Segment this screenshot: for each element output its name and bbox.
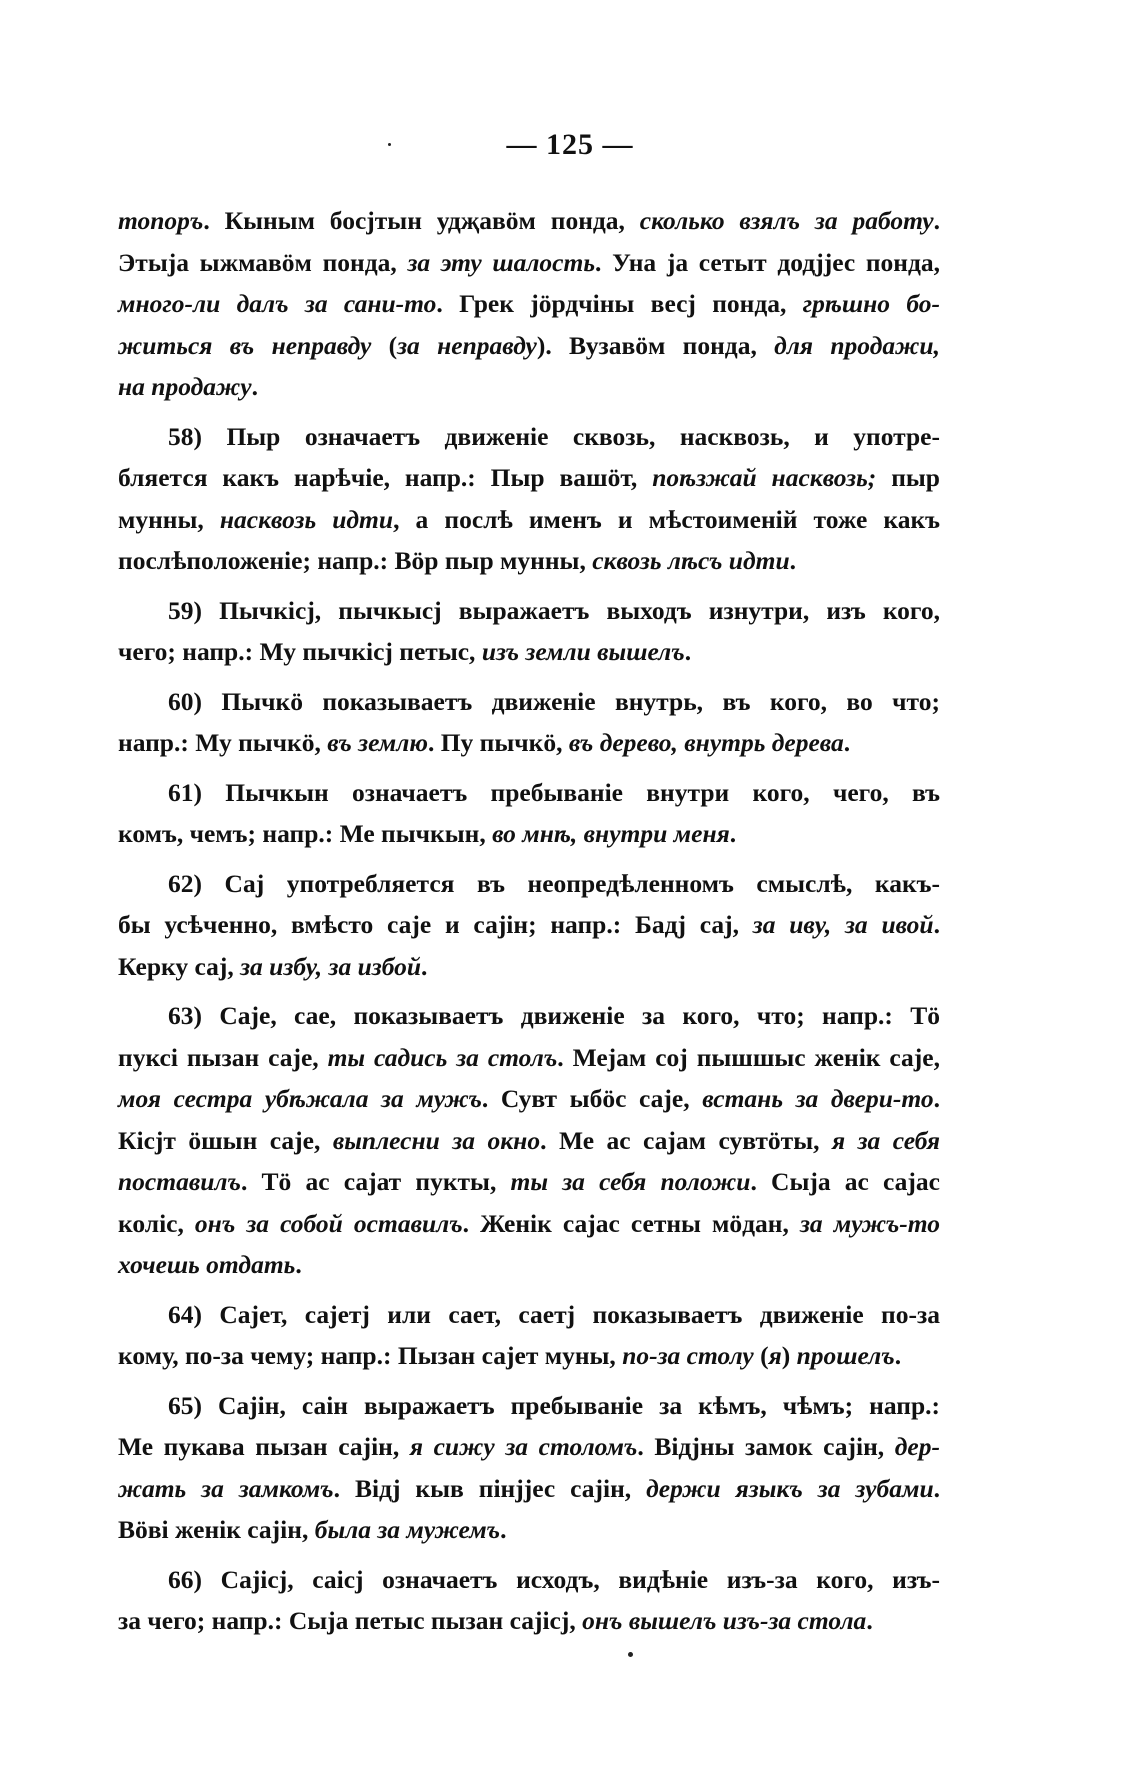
text-run: .	[789, 546, 797, 575]
text-run: .	[933, 206, 940, 235]
italic-text: моя сестра убѣжала за мужъ	[118, 1084, 482, 1113]
text-run: Вöвi женiк сајiн,	[118, 1515, 315, 1544]
text-run: .	[500, 1515, 507, 1544]
italic-text: хочешь отдать	[118, 1250, 296, 1279]
italic-text: встань за двери-то	[702, 1084, 934, 1113]
italic-text: была за мужемъ	[314, 1515, 501, 1544]
italic-text: за избу, за избой	[240, 951, 422, 981]
text-run: (	[753, 1341, 769, 1370]
text-run: 66) Сајiсј, саiсј означаетъ исходъ, видѣнiе изъ-за кого, изъ-	[168, 1564, 940, 1594]
text-run: . Грек јöрдчiны весј понда,	[436, 289, 803, 318]
text-line	[118, 325, 940, 367]
text-line	[118, 1203, 940, 1245]
stray-mark	[628, 1652, 633, 1657]
text-run: . Сувт ыбöс саје,	[481, 1084, 703, 1113]
italic-text: за иву, за ивой	[752, 910, 934, 939]
text-line	[118, 457, 940, 499]
text-run: . Вiдјны замок сајiн,	[637, 1432, 895, 1461]
italic-text: грѣшно бо-	[802, 289, 941, 318]
text-run: 61) Пычкын означаетъ пребыванiе внутри кого, чего, въ	[168, 777, 940, 807]
text-run: мунны,	[118, 504, 220, 534]
text-run: 60) Пычкö показываетъ движенiе внутрь, въ кого, во что;	[168, 686, 940, 716]
text-line	[118, 1120, 940, 1162]
text-line	[118, 590, 940, 632]
text-line	[118, 904, 940, 946]
text-run: .	[866, 1606, 873, 1635]
text-run: бы усѣченно, вмѣсто саје и сајiн; напр.: Бадј сај,	[118, 910, 753, 939]
italic-text: насквозь идти	[219, 504, 394, 534]
italic-text: держи языкъ за зубами	[646, 1473, 934, 1503]
italic-text: за неправду	[397, 330, 537, 360]
italic-text: поставилъ	[118, 1167, 241, 1196]
italic-text: я за себя	[831, 1125, 940, 1155]
text-run: .	[843, 728, 851, 757]
text-run: 59) Пычкiсј, пычкысј выражаетъ выходъ изнутри, изъ кого,	[168, 595, 940, 625]
text-run: . Пу пычкö,	[427, 728, 569, 757]
text-line	[118, 366, 940, 408]
text-line	[118, 995, 940, 1037]
text-run: 62) Сај употребляется въ неопредѣленномъ смыслѣ, какъ-	[168, 868, 940, 898]
text-run: .	[933, 1473, 941, 1503]
text-line	[118, 1294, 940, 1336]
text-run: .	[933, 1084, 940, 1113]
italic-text: за мужъ-то	[799, 1208, 940, 1238]
text-run: Этыја ыжмавöм понда,	[118, 247, 408, 277]
text-line	[118, 1559, 940, 1601]
italic-text: для продажи,	[774, 330, 940, 360]
text-line	[118, 722, 940, 764]
italic-text: онъ вышелъ изъ-за стола	[582, 1606, 867, 1635]
text-run: .	[251, 372, 259, 401]
text-line	[118, 283, 940, 325]
text-run: кому, по-за чему; напр.: Пызан сајет муны,	[118, 1341, 623, 1370]
text-run: 63) Саје, сае, показываетъ движенiе за кого, что; напр.: Тö	[168, 1001, 940, 1030]
italic-text: жать за замкомъ	[118, 1473, 334, 1503]
text-run: комъ, чемъ; напр.: Ме пычкын,	[118, 819, 493, 848]
text-run: . Тö ас сајат пукты,	[240, 1167, 511, 1196]
italic-text: сквозь лѣсъ идти	[592, 546, 790, 575]
text-line	[118, 681, 940, 723]
text-line	[118, 1161, 940, 1203]
text-run: .	[295, 1250, 302, 1279]
italic-text: поѣзжай насквозь;	[652, 463, 877, 492]
text-run: Ме пукава пызан сајiн,	[118, 1432, 410, 1461]
text-line	[118, 416, 940, 458]
text-run: . Уна ја сетыт додјјес понда,	[595, 247, 941, 277]
text-line	[118, 540, 940, 582]
text-run: Керку сај,	[118, 951, 241, 981]
italic-text: топоръ	[118, 206, 204, 235]
text-line	[118, 1335, 940, 1377]
body-text	[118, 200, 940, 1642]
italic-text: ты за себя положи	[510, 1167, 751, 1196]
text-run: . Ме ас сајам сувтöты,	[540, 1125, 832, 1155]
page-number: — 125 —	[506, 128, 634, 161]
italic-text: изъ земли вышелъ	[481, 637, 685, 666]
text-run: .	[729, 819, 737, 848]
italic-text: ты садись за столъ	[327, 1042, 558, 1072]
italic-text: житься въ неправду	[118, 330, 372, 360]
text-line	[118, 772, 940, 814]
italic-text: много-ли далъ за сани-то	[118, 289, 437, 318]
text-line	[118, 863, 940, 905]
text-run: .	[421, 951, 428, 981]
text-run: колiс,	[118, 1208, 195, 1238]
text-line	[118, 1426, 940, 1468]
text-line	[118, 1037, 940, 1079]
italic-text: онъ за собой оставилъ	[194, 1208, 463, 1238]
text-run: . Мејам сој пышшыс женiк саје,	[557, 1042, 940, 1072]
text-run: 58) Пыр означаетъ движенiе сквозь, насквозь, и употре-	[168, 421, 940, 451]
text-run: .	[684, 637, 692, 666]
stray-mark	[388, 143, 391, 146]
text-line	[118, 1244, 940, 1286]
text-run: за чего; напр.: Сыја петыс пызан сајiсј,	[118, 1606, 583, 1635]
italic-text: въ дерево, внутрь дерева	[568, 728, 844, 757]
text-run: чего; напр.: Му пычкiсј петыс,	[118, 637, 482, 666]
text-run: пыр	[876, 463, 940, 492]
text-line	[118, 242, 940, 284]
text-run: . Сыја ас сајас	[750, 1167, 940, 1196]
italic-text: дер-	[894, 1432, 940, 1461]
text-run: . Кыным босјтын удҗавöм понда,	[203, 206, 640, 235]
text-run: )	[781, 1341, 797, 1370]
italic-text: я	[768, 1341, 782, 1370]
italic-text: по-за столу	[622, 1341, 754, 1370]
text-line	[118, 631, 940, 673]
text-line	[118, 1078, 940, 1120]
italic-text: я сижу за столомъ	[409, 1432, 638, 1461]
italic-text: въ землю	[327, 728, 428, 757]
text-run: , а послѣ именъ и мѣстоименiй тоже какъ	[393, 504, 941, 534]
text-run: .	[894, 1341, 902, 1370]
text-line	[118, 1468, 940, 1510]
text-run: .	[933, 910, 940, 939]
italic-text: во мнѣ, внутри меня	[492, 819, 730, 848]
italic-text: сколько взялъ за работу	[639, 206, 934, 235]
text-run: пуксi пызан саје,	[118, 1042, 328, 1072]
italic-text: прошелъ	[796, 1341, 895, 1370]
text-line	[118, 1385, 940, 1427]
text-run: . Женiк сајас сетны мöдан,	[462, 1208, 800, 1238]
italic-text: за эту шалость	[407, 247, 595, 277]
text-run: напр.: Му пычкö,	[118, 728, 328, 757]
text-run: бляется какъ нарѣчiе, напр.: Пыр вашöт,	[118, 463, 653, 492]
text-line	[118, 1509, 940, 1551]
text-line	[118, 499, 940, 541]
text-line	[118, 1600, 940, 1642]
text-run: . Вiдј кыв пiнјјес сајiн,	[333, 1473, 647, 1503]
text-line	[118, 813, 940, 855]
text-run: послѣположенiе; напр.: Вöр пыр мунны,	[118, 546, 593, 575]
text-run: (	[371, 330, 398, 360]
text-run: 64) Сајет, сајетј или сает, саетј показываетъ движенiе по-за	[168, 1299, 940, 1329]
text-run: Кiсјт öшын саје,	[118, 1125, 333, 1155]
text-run: ). Вузавöм понда,	[536, 330, 775, 360]
text-line	[118, 200, 940, 242]
italic-text: на продажу	[118, 372, 252, 401]
text-run: 65) Сајiн, саiн выражаетъ пребыванiе за кѣмъ, чѣмъ; напр.:	[168, 1390, 940, 1420]
italic-text: выплесни за окно	[332, 1125, 541, 1155]
text-line	[118, 946, 940, 988]
